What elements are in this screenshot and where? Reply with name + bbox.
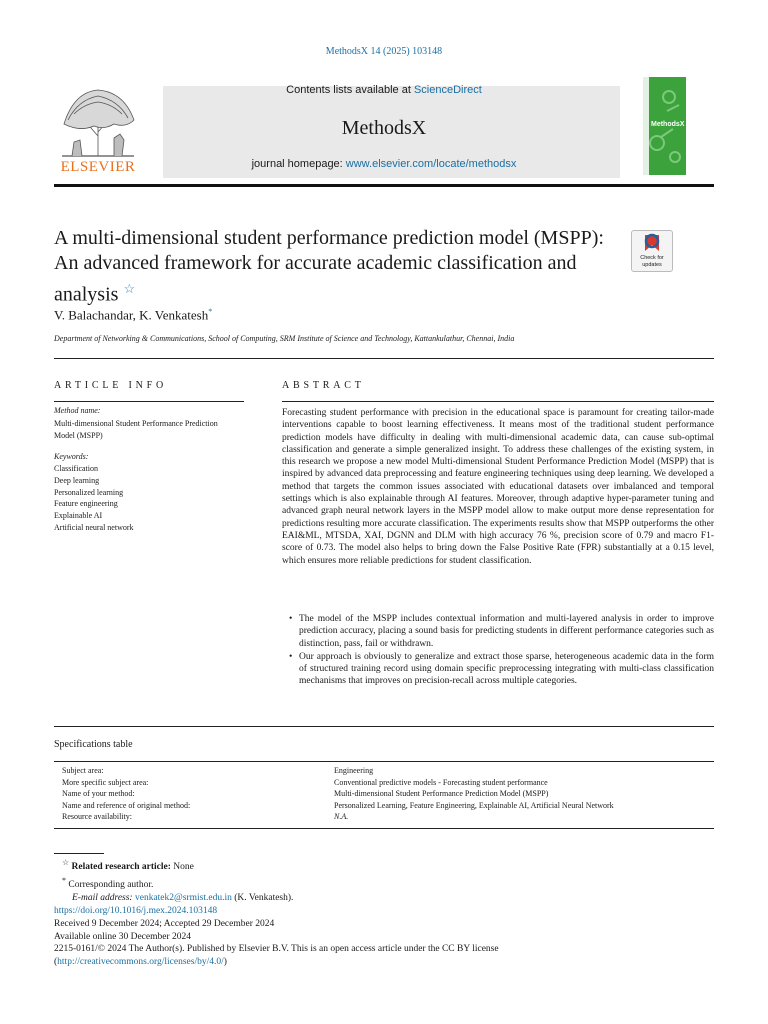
method-name-label: Method name:	[54, 406, 101, 415]
table-row	[62, 788, 614, 800]
license-open-paren: (	[54, 957, 58, 968]
copyright-line: 2215-0161/© 2024 The Author(s). Published by Elsevier B.V. This is an open access article under the CC BY license	[54, 944, 499, 955]
abstract-divider	[282, 401, 714, 402]
section-divider	[54, 358, 714, 359]
license-close-paren: )	[223, 957, 227, 968]
doi-link[interactable]: https://doi.org/10.1016/j.mex.2024.103148	[54, 906, 218, 916]
corresponding-author-note	[62, 874, 293, 892]
keywords-list	[54, 463, 134, 534]
online-date: Available online 30 December 2024	[54, 931, 191, 942]
spec-key: Resource availability:	[62, 812, 132, 821]
spec-key: Name of your method:	[62, 789, 135, 798]
author-names: V. Balachandar, K. Venkatesh	[54, 307, 209, 323]
keyword-item: Classification	[54, 464, 98, 473]
keyword-item: Personalized learning	[54, 487, 124, 497]
section-divider	[54, 726, 714, 727]
affiliation: Department of Networking & Communications, School of Computing, SRM Institute of Science and Technology, Kattankulathur, Chennai, India	[54, 334, 515, 343]
received-dates: Received 9 December 2024; Accepted 29 December 2024	[54, 918, 275, 929]
license-link[interactable]: http://creativecommons.org/licenses/by/4.0/	[57, 957, 224, 968]
homepage-prefix: journal homepage:	[251, 158, 346, 170]
check-updates-icon	[632, 231, 672, 255]
spec-value: Engineering	[334, 766, 374, 775]
email-note	[62, 892, 293, 905]
spec-key: Subject area:	[62, 766, 104, 775]
table-row	[62, 800, 614, 812]
corresponding-marker: *	[62, 876, 66, 886]
related-article-label: Related research article:	[71, 862, 171, 873]
footnotes	[62, 856, 293, 905]
header-divider	[54, 184, 714, 187]
check-updates-label	[632, 255, 672, 268]
article-title-text: A multi-dimensional student performance prediction model (MSPP): An advanced framework for accurate academic classification and analysis	[54, 227, 604, 306]
spec-value: Multi-dimensional Student Performance Prediction Model (MSPP)	[334, 789, 549, 798]
spec-table-top-rule	[54, 761, 714, 762]
journal-homepage-link[interactable]: www.elsevier.com/locate/methodsx	[345, 158, 517, 170]
keyword-item: Deep learning	[54, 475, 100, 485]
table-row	[62, 811, 614, 823]
email-suffix: (K. Venkatesh).	[231, 893, 294, 904]
license-line	[54, 956, 499, 969]
spec-table-bottom-rule	[54, 828, 714, 829]
spec-key: Name and reference of original method:	[62, 800, 191, 810]
specifications-title: Specifications table	[54, 739, 133, 750]
footnote-star-icon: ☆	[62, 858, 70, 867]
elsevier-wordmark: ELSEVIER	[60, 159, 136, 175]
journal-cover-image[interactable]	[643, 77, 686, 175]
article-title	[54, 226, 614, 308]
check-for-updates-button[interactable]	[631, 230, 673, 272]
authors	[54, 307, 212, 323]
article-info-divider	[54, 401, 244, 402]
corresponding-author-text: Corresponding author.	[68, 880, 154, 891]
highlights-list	[282, 613, 714, 689]
method-name-value: Multi-dimensional Student Performance Prediction Model (MSPP)	[54, 419, 218, 440]
abstract-heading: ABSTRACT	[282, 380, 365, 391]
spec-value: Personalized Learning, Feature Engineering, Explainable AI, Artificial Neural Network	[334, 800, 614, 810]
badge-line-2: updates	[642, 261, 662, 268]
highlight-item: • The model of the MSPP includes contextual information and multi-layered analysis in order to improve prediction accuracy, placing a sound basis for predicting students in different performance categories such as distinction, pass, fail or withdrawn.	[282, 613, 714, 650]
related-article-note	[62, 856, 293, 874]
keyword-item: Artificial neural network	[54, 522, 134, 532]
related-article-value: None	[170, 862, 194, 873]
keyword-item: Explainable AI	[54, 511, 103, 521]
email-link[interactable]: venkatek2@srmist.edu.in	[134, 893, 232, 904]
contents-prefix: Contents lists available at	[286, 84, 414, 96]
publication-info	[54, 905, 499, 969]
keyword-item: Feature engineering	[54, 499, 118, 509]
badge-line-1: Check for	[640, 255, 664, 261]
spec-value: N.A.	[334, 812, 349, 821]
highlight-item: • Our approach is obviously to generalize and extract those sparse, heterogeneous academic data in the form of structured training record using domain specific preprocessing integrating with multi-class classification mechanisms that improves on precision-recall across multiple categories.	[282, 651, 714, 688]
footnote-divider	[54, 853, 104, 854]
email-label: E-mail address:	[72, 893, 133, 904]
corresponding-author-marker[interactable]: *	[208, 307, 213, 316]
spec-value: Conventional predictive models - Forecasting student performance	[334, 777, 548, 787]
table-row	[62, 765, 614, 777]
journal-title: MethodsX	[341, 117, 427, 139]
cover-label: MethodsX	[651, 121, 685, 128]
journal-reference-link[interactable]: MethodsX 14 (2025) 103148	[325, 46, 443, 57]
table-row	[62, 777, 614, 789]
abstract-text: Forecasting student performance with precision in the educational space is paramount for creating tailor-made interventions capable to boost learning effectiveness. It means most of the traditional student performance prediction models have difficulty in dealing with multi-dimensional academic data, can cause sub-optimal classification and generate a simple generalized insight. To address these challenges of the existing system, in this research we propose a new model Multi-dimensional Student Performance Prediction Model (MSPP) that is inspired by advanced data preprocessing and feature engineering techniques using deep learning. We developed a method that targets the common issues associated with educational datasets over imbalanced and temporal settings which is also explainable through AI features. Moreover, through adaptive hyper-parameter tuning and advanced graph neural network layers in the MSPP model allow to make output more dense representation for predictions resulting more accurate classification. The experiments results show that MSPP outperforms the other EAI&ML, MTSDA, XAI, DGNN and DLM with high accuracy 76 %, precision score of 0.79 and macro F1-score of 0.73. The model also helps to bring down the False Positive Rate (FPR) substantially at a 0.15 level, which ensures more reliable predictions for student classification.	[282, 408, 714, 566]
keywords-label: Keywords:	[54, 452, 89, 461]
sciencedirect-link[interactable]: ScienceDirect	[413, 84, 482, 96]
article-info-heading: ARTICLE INFO	[54, 380, 168, 391]
spec-key: More specific subject area:	[62, 777, 149, 787]
specifications-table	[62, 765, 614, 823]
title-footnote-star-icon[interactable]: ☆	[123, 281, 136, 296]
